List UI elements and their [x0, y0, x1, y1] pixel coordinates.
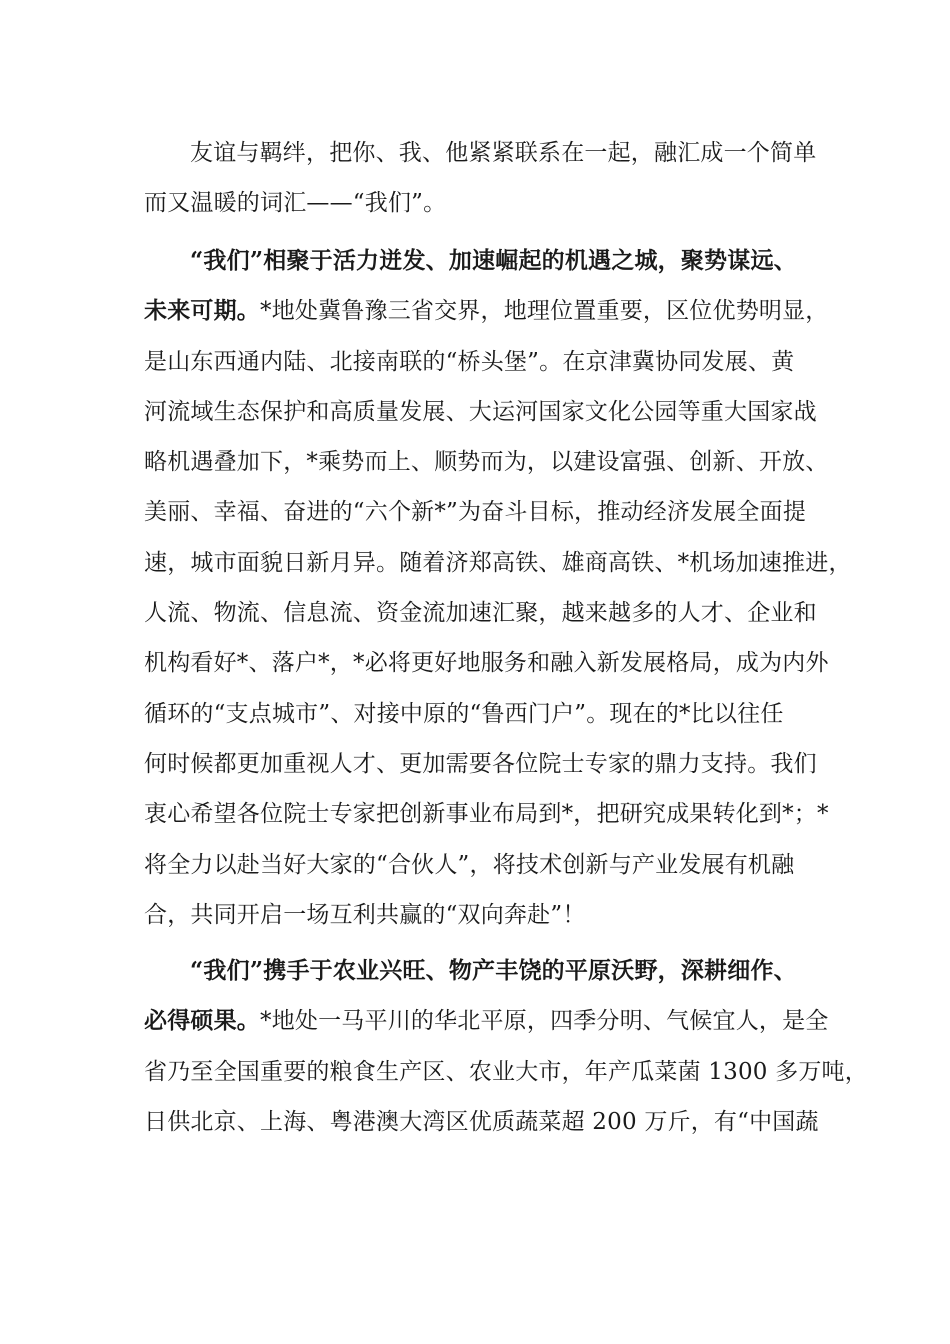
bold-text: 必得硕果。 — [144, 1007, 260, 1035]
body-text: 而又温暖的词汇——“我们”。 — [144, 190, 447, 217]
text-line — [144, 538, 852, 588]
text-line — [144, 789, 829, 839]
body-text: 美丽、幸福、奋进的“六个新*”为奋斗目标，推动经济发展全面提 — [144, 499, 807, 526]
text-line — [144, 1097, 819, 1147]
body-text: 衷心希望各位院士专家把创新事业布局到*，把研究成果转化到*；* — [144, 801, 829, 828]
text-line — [144, 588, 816, 638]
text-line — [144, 487, 816, 537]
body-text: 友谊与羁绊，把你、我、他紧紧联系在一起，融汇成一个简单 — [190, 140, 817, 166]
body-text: 机构看好*、落户*，*必将更好地服务和融入新发展格局，成为内外 — [144, 650, 829, 677]
text-line — [144, 286, 829, 336]
text-line — [144, 1047, 868, 1097]
text-line — [144, 840, 816, 890]
text-line — [144, 128, 816, 178]
text-line — [144, 890, 816, 940]
text-line — [144, 638, 829, 688]
body-text: 循环的“支点城市”、对接中原的“鲁西门户”。现在的*比以往任 — [144, 700, 784, 727]
paragraph-friendship — [144, 128, 816, 229]
body-text: 人流、物流、信息流、资金流加速汇聚，越来越多的人才、企业和 — [144, 600, 817, 627]
body-text: 略机遇叠加下，*乘势而上、顺势而为，以建设富强、创新、开放、 — [144, 449, 829, 476]
bold-text: “我们”相聚于活力迸发、加速崛起的机遇之城，聚势谋远、 — [190, 247, 797, 274]
text-line — [144, 236, 816, 286]
text-line — [144, 689, 816, 739]
text-line — [144, 996, 829, 1046]
body-text: 何时候都更加重视人才、更加需要各位院士专家的鼎力支持。我们 — [144, 750, 817, 777]
text-line — [144, 387, 816, 437]
text-line — [144, 946, 816, 996]
body-text: 日供北京、上海、粤港澳大湾区优质蔬菜超 200 万斤，有“中国蔬 — [144, 1108, 819, 1135]
text-line — [144, 178, 816, 228]
paragraph-agriculture — [144, 946, 868, 1147]
bold-text: “我们”携手于农业兴旺、物产丰饶的平原沃野，深耕细作、 — [190, 957, 797, 984]
body-text: 合，共同开启一场互利共赢的“双向奔赴”！ — [144, 901, 586, 928]
body-text: 河流域生态保护和高质量发展、大运河国家文化公园等重大国家战 — [144, 398, 817, 425]
body-text: 将全力以赴当好大家的“合伙人”，将技术创新与产业发展有机融 — [144, 851, 795, 878]
body-text: *地处冀鲁豫三省交界，地理位置重要，区位优势明显， — [260, 298, 829, 325]
bold-text: 未来可期。 — [144, 297, 260, 325]
body-text: 是山东西通内陆、北接南联的“桥头堡”。在京津冀协同发展、黄 — [144, 348, 795, 375]
body-text: *地处一马平川的华北平原，四季分明、气候宜人，是全 — [260, 1008, 829, 1035]
text-line — [144, 337, 816, 387]
text-line — [144, 437, 829, 487]
body-text: 省乃至全国重要的粮食生产区、农业大市，年产瓜菜菌 1300 多万吨， — [144, 1058, 868, 1085]
text-line — [144, 739, 816, 789]
body-text: 速，城市面貌日新月异。随着济郑高铁、雄商高铁、*机场加速推进， — [144, 549, 852, 576]
paragraph-city-opportunity — [144, 236, 852, 940]
